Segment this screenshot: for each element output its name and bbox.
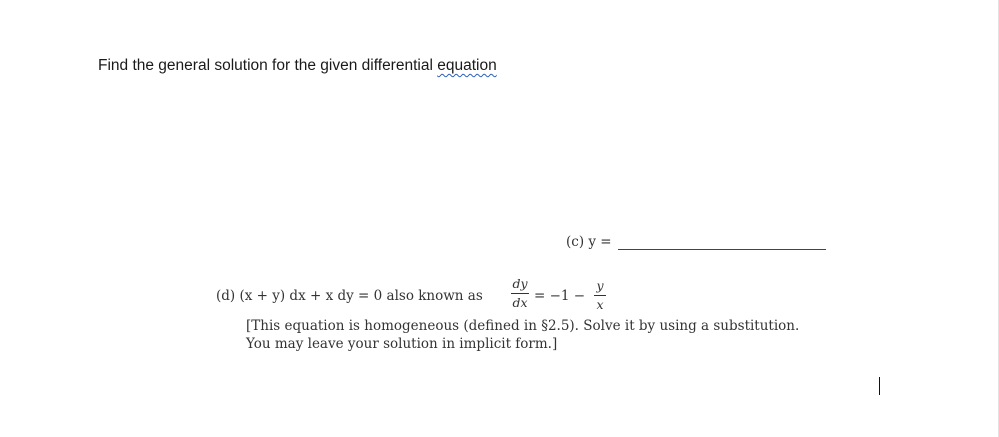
question-text bbox=[98, 57, 497, 75]
part-c-answer-blank bbox=[618, 249, 826, 250]
fraction-y-x bbox=[594, 280, 606, 311]
equation-middle: = −1 − bbox=[534, 288, 586, 304]
part-c-label: (c) y = bbox=[566, 234, 612, 250]
fraction-numerator: y bbox=[594, 280, 606, 296]
spellcheck-underlined-word[interactable]: equation bbox=[437, 57, 497, 74]
part-d-note-line-1: [This equation is homogeneous (defined in §2.5). Solve it by using a substitution. bbox=[246, 318, 800, 334]
fraction-denominator: x bbox=[596, 296, 604, 312]
part-d-equation-prefix: (d) (x + y) dx + x dy = 0 also known as bbox=[216, 288, 483, 304]
fraction-denominator: dx bbox=[512, 294, 528, 310]
fraction-numerator: dy bbox=[511, 278, 529, 294]
question-text-main: Find the general solution for the given differential bbox=[98, 57, 438, 74]
text-cursor[interactable] bbox=[879, 377, 880, 395]
fraction-dy-dx bbox=[511, 278, 529, 309]
part-d-note-line-2: You may leave your solution in implicit form.] bbox=[246, 336, 558, 352]
